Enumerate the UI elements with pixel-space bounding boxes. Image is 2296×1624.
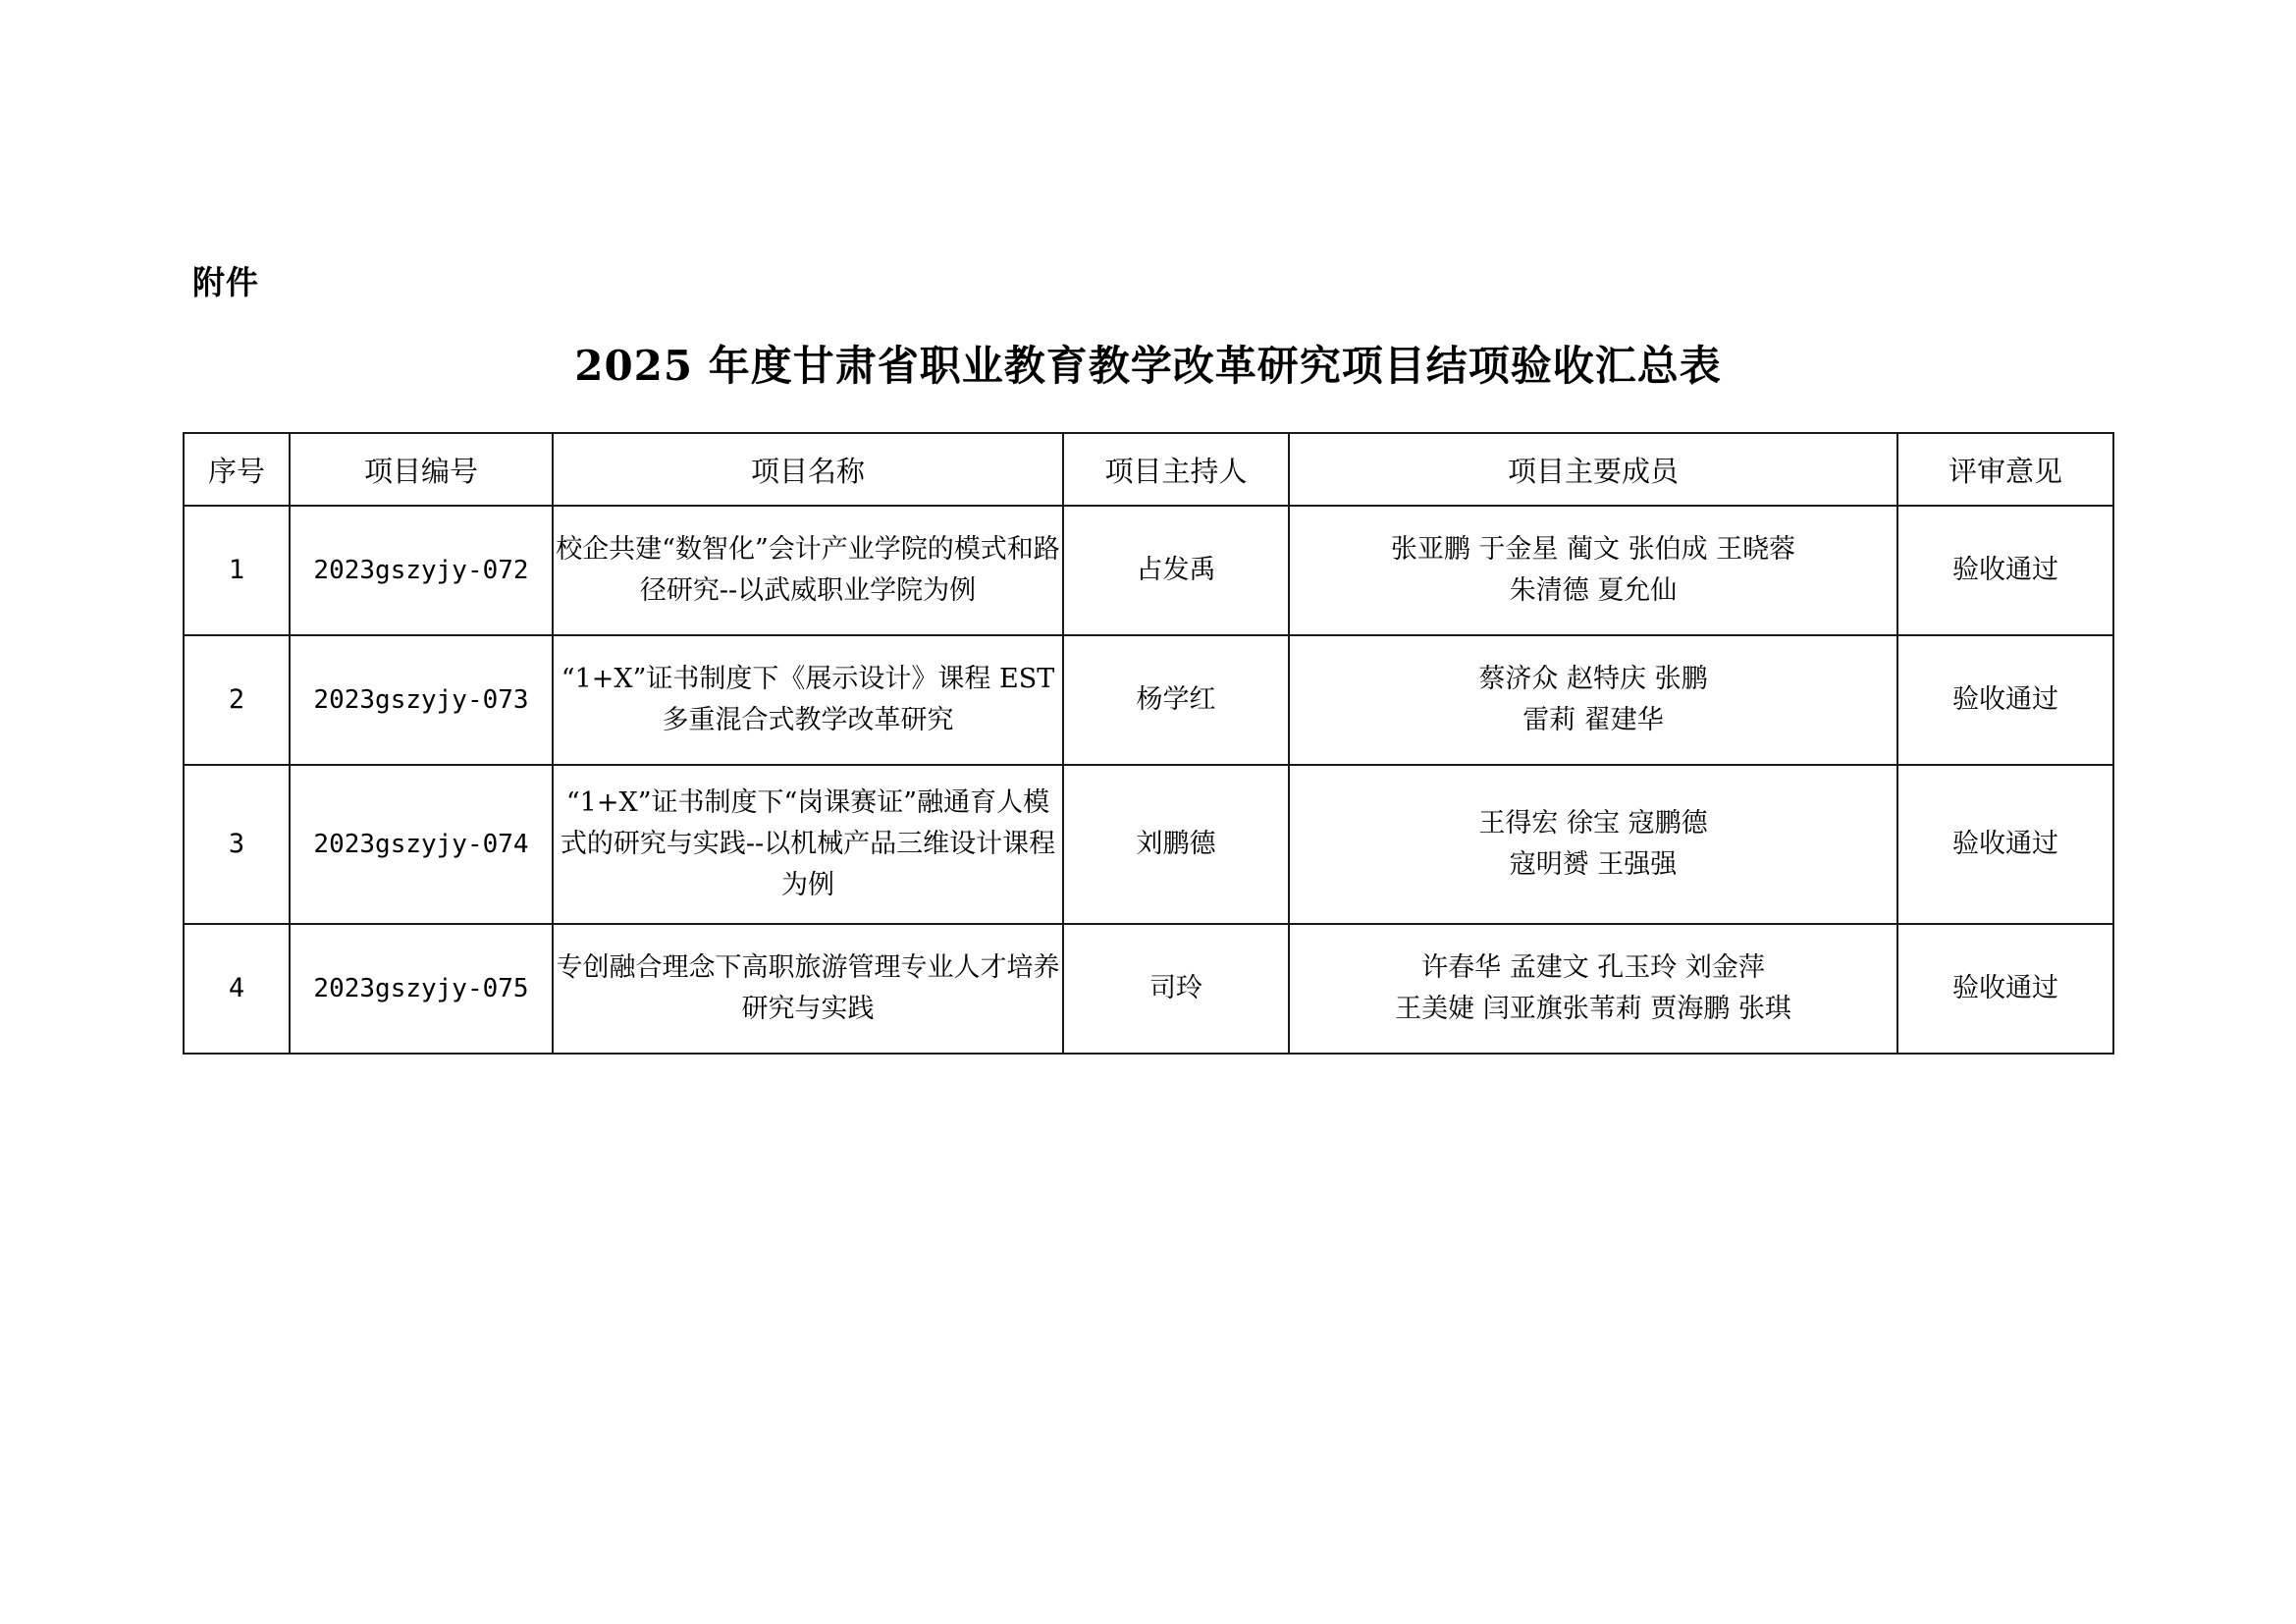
cell-opinion: 验收通过 [1897,924,2113,1054]
cell-project-name: 校企共建“数智化”会计产业学院的模式和路径研究--以武威职业学院为例 [553,506,1063,635]
column-header-seq: 序号 [184,433,290,506]
cell-code: 2023gszyjy-073 [290,635,553,765]
cell-leader: 司玲 [1063,924,1289,1054]
cell-leader: 占发禹 [1063,506,1289,635]
members-line: 许春华 孟建文 孔玉玲 刘金萍 [1421,952,1765,984]
cell-code: 2023gszyjy-072 [290,506,553,635]
cell-project-name: “1+X”证书制度下《展示设计》课程 EST 多重混合式教学改革研究 [553,635,1063,765]
cell-project-name: 专创融合理念下高职旅游管理专业人才培养研究与实践 [553,924,1063,1054]
members-line: 王美婕 闫亚旗张苇莉 贾海鹏 张琪 [1395,994,1791,1024]
table-header-row [184,433,2113,506]
cell-seq: 1 [184,506,290,635]
cell-opinion: 验收通过 [1897,635,2113,765]
members-line: 雷莉 翟建华 [1522,705,1664,735]
column-header-opinion: 评审意见 [1897,433,2113,506]
table-row [184,765,2113,924]
page-title: 2025 年度甘肃省职业教育教学改革研究项目结项验收汇总表 [574,342,1722,390]
cell-seq: 4 [184,924,290,1054]
table-row [184,635,2113,765]
cell-leader: 刘鹏德 [1063,765,1289,924]
cell-members [1289,635,1897,765]
cell-leader: 杨学红 [1063,635,1289,765]
cell-members [1289,924,1897,1054]
cell-code: 2023gszyjy-074 [290,765,553,924]
attachment-label: 附件 [192,263,259,301]
cell-members [1289,506,1897,635]
members-line: 朱清德 夏允仙 [1509,575,1678,606]
project-summary-table [183,432,2114,1055]
members-line: 张亚鹏 于金星 蔺文 张伯成 王晓蓉 [1390,534,1796,566]
table-header [184,433,2113,506]
cell-code: 2023gszyjy-075 [290,924,553,1054]
cell-opinion: 验收通过 [1897,765,2113,924]
cell-project-name: “1+X”证书制度下“岗课赛证”融通育人模式的研究与实践--以机械产品三维设计课程为例 [553,765,1063,924]
column-header-leader: 项目主持人 [1063,433,1289,506]
table-row [184,924,2113,1054]
cell-seq: 2 [184,635,290,765]
cell-seq: 3 [184,765,290,924]
column-header-code: 项目编号 [290,433,553,506]
members-line: 寇明赟 王强强 [1509,849,1678,880]
cell-opinion: 验收通过 [1897,506,2113,635]
column-header-members: 项目主要成员 [1289,433,1897,506]
table-row [184,506,2113,635]
column-header-name: 项目名称 [553,433,1063,506]
cell-members [1289,765,1897,924]
table-body [184,506,2113,1054]
members-line: 王得宏 徐宝 寇鹏德 [1478,808,1708,839]
members-line: 蔡济众 赵特庆 张鹏 [1478,664,1708,695]
